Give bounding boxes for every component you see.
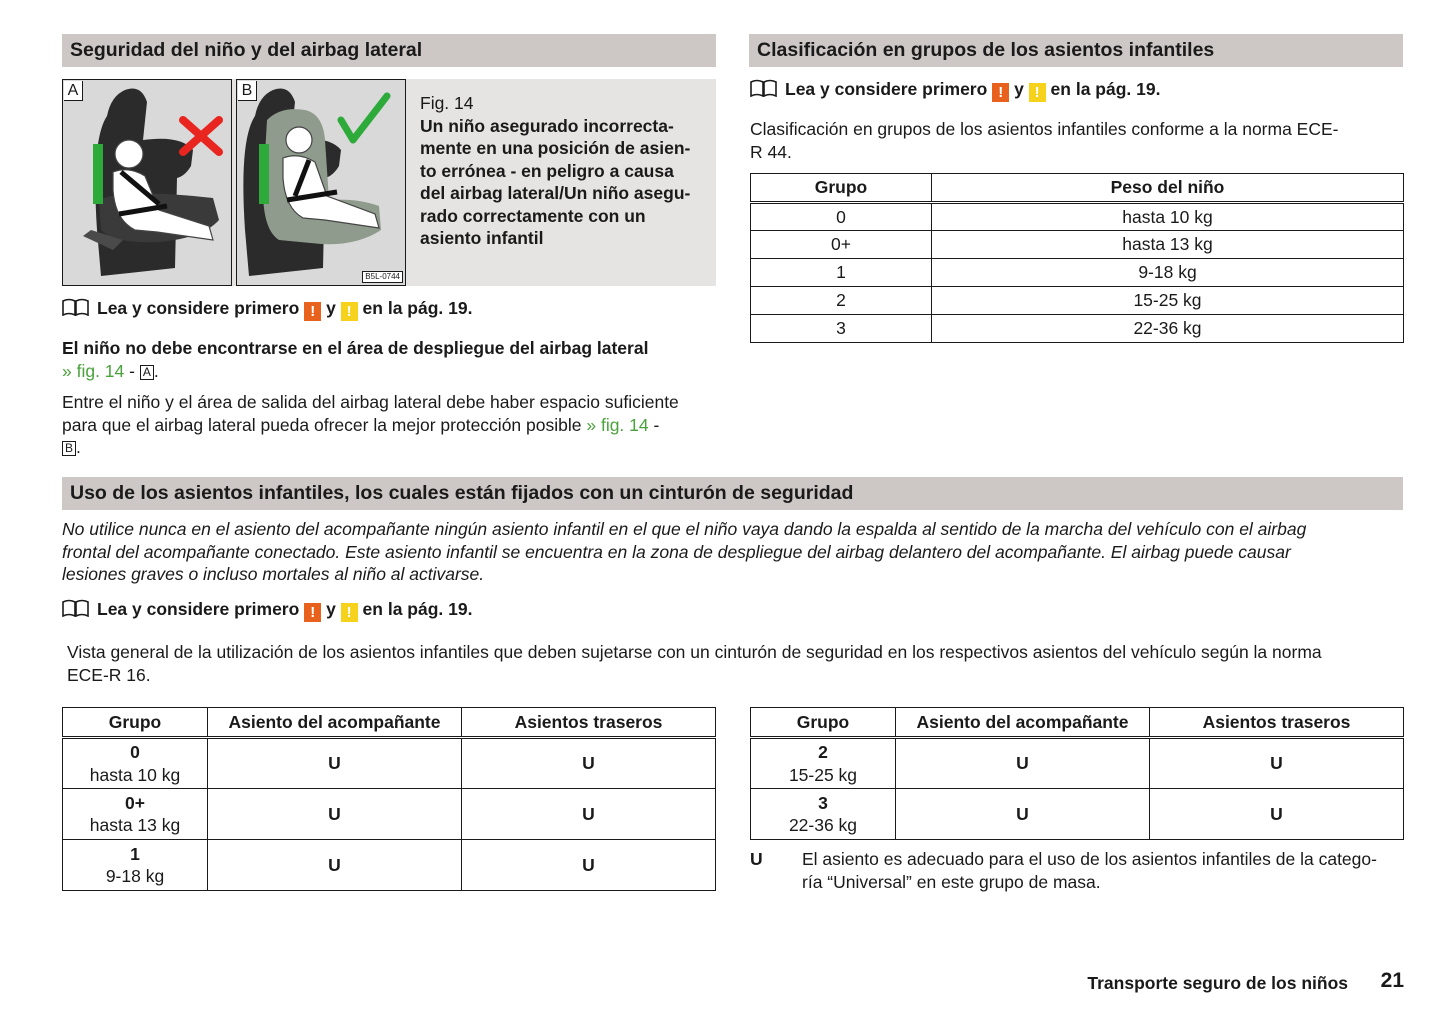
read-first-note (62, 297, 472, 321)
figure-caption-line: del airbag lateral/Un niño asegu- (420, 183, 691, 203)
figure-caption-line: asiento infantil (420, 228, 544, 248)
fig-14-link[interactable]: » fig. 14 (62, 360, 125, 381)
rear-seat-cell: U (462, 738, 716, 789)
box-label-b: B (62, 441, 76, 456)
table-row (751, 789, 1404, 840)
read-first-page-link[interactable]: en la pág. 19. (1050, 79, 1161, 99)
intro-line: ECE-R 16. (67, 664, 151, 685)
book-icon (750, 79, 777, 97)
box-label-a: A (140, 365, 154, 380)
figure-caption-line: Un niño asegurado incorrecta- (420, 115, 674, 136)
warning-red-icon: ! (304, 302, 321, 321)
group-cell: 3 22-36 kg (751, 789, 896, 840)
section-title-group-classification: Clasificación en grupos de los asientos infantiles (749, 34, 1403, 67)
section-title-belt-fixed-seats: Uso de los asientos infantiles, los cuales están fijados con un cinturón de seguridad (62, 477, 1403, 510)
table-cell: hasta 10 kg (932, 203, 1404, 231)
weight-group-table (750, 173, 1404, 343)
group-cell: 0 hasta 10 kg (63, 738, 208, 789)
legend-line: El asiento es adecuado para el uso de los asientos infantiles de la catego- (802, 849, 1377, 869)
figure-code: B5L-0744 (362, 271, 403, 283)
table-cell: 2 (751, 287, 932, 315)
intro-line: Vista general de la utilización de los asientos infantiles que deben sujetarse con un cinturón de seguridad en los respectivos asientos del vehículo según la norma (67, 642, 1322, 662)
figure-a-image (62, 79, 232, 286)
read-first-and: y (326, 599, 336, 619)
table-cell: hasta 13 kg (932, 231, 1404, 259)
group-cell: 0+ hasta 13 kg (63, 789, 208, 840)
table-header: Grupo (751, 174, 932, 203)
paragraph-line: para que el airbag lateral pueda ofrecer la mejor protección posible (62, 414, 582, 435)
warning-line: frontal del acompañante conectado. Este asiento infantil se encuentra en la zona de despliegue del airbag delantero del acompañante. El airbag puede causar (62, 541, 1291, 562)
read-first-text: Lea y considere primero (97, 599, 300, 619)
table-cell: 0 (751, 203, 932, 231)
table-cell: 15-25 kg (932, 287, 1404, 315)
table-row (63, 840, 716, 891)
table-row (751, 231, 1404, 259)
read-first-note (750, 78, 1160, 102)
table-row (751, 315, 1404, 343)
rear-seat-cell: U (1150, 738, 1404, 789)
warning-line: lesiones graves o incluso mortales al niño al activarse. (62, 564, 485, 584)
book-icon (62, 298, 89, 316)
table-header: Asiento del acompañante (208, 708, 462, 738)
figure-caption-line: to errónea - en peligro a causa (420, 160, 674, 181)
table-row (751, 259, 1404, 287)
usage-table-left (62, 707, 716, 891)
table-row (63, 789, 716, 840)
warning-red-icon: ! (992, 83, 1009, 102)
front-seat-cell: U (896, 789, 1150, 840)
intro-line: Clasificación en grupos de los asientos infantiles conforme a la norma ECE- (750, 119, 1339, 139)
table-header: Asientos traseros (1150, 708, 1404, 738)
warning-yellow-icon: ! (341, 302, 358, 321)
airbag-area-note: El niño no debe encontrarse en el área de despliegue del airbag lateral » fig. 14 - A . (62, 337, 716, 382)
group-cell: 1 9-18 kg (63, 840, 208, 891)
warning-line: No utilice nunca en el asiento del acompañante ningún asiento infantil en el que el niño vaya dando la espalda al sentido de la marcha del vehículo con el airbag (62, 519, 1307, 539)
table-row (751, 738, 1404, 789)
warning-yellow-icon: ! (341, 603, 358, 622)
read-first-page-link[interactable]: en la pág. 19. (362, 599, 473, 619)
table-row (63, 738, 716, 789)
table-cell: 3 (751, 315, 932, 343)
fig-14-link[interactable]: » fig. 14 (586, 414, 649, 435)
table-row (751, 287, 1404, 315)
table-header: Peso del niño (932, 174, 1404, 203)
read-first-text: Lea y considere primero (97, 298, 300, 318)
paragraph-line: Entre el niño y el área de salida del airbag lateral debe haber espacio suficiente (62, 392, 679, 412)
figure-a-label: A (64, 81, 83, 101)
read-first-text: Lea y considere primero (785, 79, 988, 99)
figure-b-label: B (238, 81, 257, 101)
table-cell: 22-36 kg (932, 315, 1404, 343)
figure-caption-line: rado correctamente con un (420, 205, 646, 226)
table-header: Asiento del acompañante (896, 708, 1150, 738)
group-cell: 2 15-25 kg (751, 738, 896, 789)
table-cell: 9-18 kg (932, 259, 1404, 287)
section-title-child-side-airbag: Seguridad del niño y del airbag lateral (62, 34, 716, 67)
warning-paragraph (62, 518, 1403, 586)
classification-intro (750, 118, 1404, 163)
table-header: Asientos traseros (462, 708, 716, 738)
read-first-note (62, 598, 472, 622)
table-cell: 1 (751, 259, 932, 287)
usage-table-right (750, 707, 1404, 840)
rear-seat-cell: U (462, 840, 716, 891)
read-first-and: y (1014, 79, 1024, 99)
front-seat-cell: U (208, 840, 462, 891)
read-first-page-link[interactable]: en la pág. 19. (362, 298, 473, 318)
table-header: Grupo (63, 708, 208, 738)
warning-red-icon: ! (304, 603, 321, 622)
table-header: Grupo (751, 708, 896, 738)
figure-caption-number: Fig. 14 (420, 93, 474, 113)
space-paragraph: Entre el niño y el área de salida del airbag lateral debe haber espacio suficiente para que el airbag lateral pueda ofrecer la mejor protección posible » fig. 14 - B . (62, 391, 722, 459)
usage-intro (67, 641, 1403, 686)
page-number: 21 (1380, 969, 1404, 992)
table-row (751, 203, 1404, 231)
read-first-and: y (326, 298, 336, 318)
book-icon (62, 599, 89, 617)
warning-yellow-icon: ! (1029, 83, 1046, 102)
legend-key: U (750, 849, 763, 869)
figure-b-image (236, 79, 406, 286)
figure-caption (420, 92, 712, 250)
table-cell: 0+ (751, 231, 932, 259)
front-seat-cell: U (896, 738, 1150, 789)
legend-line: ría “Universal” en este grupo de masa. (802, 871, 1101, 892)
front-seat-cell: U (208, 789, 462, 840)
dash: - (648, 414, 660, 435)
legend-text (802, 848, 1406, 893)
intro-line: R 44. (750, 141, 792, 162)
rear-seat-cell: U (1150, 789, 1404, 840)
airbag-area-heading: El niño no debe encontrarse en el área de despliegue del airbag lateral (62, 338, 649, 358)
rear-seat-cell: U (462, 789, 716, 840)
front-seat-cell: U (208, 738, 462, 789)
footer-chapter: Transporte seguro de los niños (1087, 973, 1348, 993)
dash: - (124, 360, 140, 381)
figure-caption-line: mente en una posición de asien- (420, 138, 691, 158)
